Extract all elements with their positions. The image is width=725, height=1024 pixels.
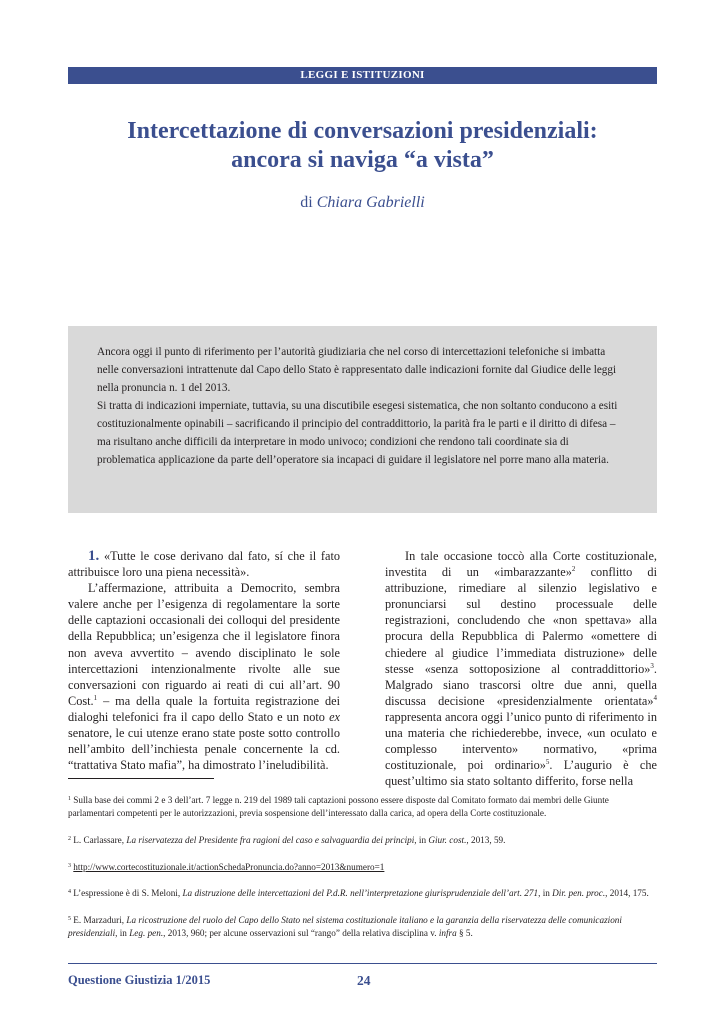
- footer-divider: [68, 963, 657, 964]
- footnote-1: [68, 794, 657, 820]
- footnote-2: [68, 834, 657, 847]
- epigraph-quote: «Tutte le cose derivano dal fato, sí che il fato attribuisce loro una piena necessità».: [68, 549, 341, 580]
- journal-issue: 1/2015: [175, 973, 211, 987]
- author-name: Chiara Gabrielli: [316, 194, 425, 211]
- page-number: 24: [357, 973, 371, 988]
- journal-title: Questione Giustizia: [68, 973, 173, 987]
- footnote-text: § 5.: [456, 928, 473, 939]
- body-paragraph-2: [68, 580, 340, 773]
- footnote-text: L’espressione è di S. Meloni,: [73, 888, 183, 899]
- footnote-text: , 2013, 59.: [466, 834, 506, 845]
- footnote-text: E. Marzaduri,: [73, 915, 127, 926]
- article-title-line-2: ancora si naviga “a vista”: [231, 147, 494, 173]
- abstract-paragraph-1: Ancora oggi il punto di riferimento per l’autorità giudiziaria che nel corso di intercettazioni telefoniche si imbatta nelle conversazioni intrattenute dal Capo dello Stato è rappresentato dalle indicazioni fornite dal Giudice delle leggi nella pronuncia n. 1 del 2013.: [97, 346, 617, 394]
- footnote-journal: Leg. pen.: [129, 928, 164, 939]
- footnote-divider: [68, 778, 214, 779]
- footnote-5: [68, 914, 657, 940]
- footnote-title: La riservatezza del Presidente fra ragioni del caso e salvaguardia dei principi: [126, 834, 415, 845]
- footnote-text: , in: [538, 888, 553, 899]
- footnote-ref-5[interactable]: 5: [545, 758, 550, 767]
- article-title-line-1: Intercettazione di conversazioni presidenziali:: [127, 118, 598, 144]
- body-text: L’affermazione, attribuita a Democrito, sembra valere anche per l’esigenza di regolamentare la sorte delle captazioni occasionali dei colloqui del presidente della Repubblica; un’esigenza che il legislatore finora non aveva avvertito – avendo disciplinato le sole intercettazioni intenzionalmente rivolte alle sue conversazioni con riguardo ai reati di cui all’art. 90 Cost.: [68, 581, 340, 708]
- footnote-ref-3[interactable]: 3: [650, 661, 654, 670]
- article-title: [68, 117, 657, 175]
- body-text-italic: ex: [329, 709, 340, 724]
- footnotes: [68, 794, 657, 954]
- section-label: LEGGI E ISTITUZIONI: [300, 69, 425, 81]
- section-header-bar: [68, 67, 657, 84]
- footnote-ref-4[interactable]: 4: [653, 693, 657, 702]
- footnote-text: , 2014, 175.: [605, 888, 649, 899]
- body-text: conflitto di attribuzione, rimediare al silenzio legislativo e pronunciarsi sul destino processuale delle registrazioni, concludendo che «non spettava» alla procura della Repubblica di Palermo «omettere di chiedere al giudice l’immediata distruzione» delle stesse «senza sottoposizione al contraddittorio»: [385, 565, 657, 676]
- body-text: . L’augurio è che quest’ultimo sia stato soltanto differito, forse nella: [385, 758, 657, 789]
- footnote-number: 2: [68, 835, 71, 842]
- footnote-title: La distruzione delle intercettazioni del P.d.R. nell’interpretazione giurisprudenziale dell’art. 271: [182, 888, 539, 899]
- journal-name: [68, 973, 210, 988]
- byline-prefix: di: [300, 194, 313, 211]
- body-text: In tale occasione toccò alla Corte costituzionale, investita di un «imbarazzante»: [385, 549, 657, 580]
- footnote-text: , 2013, 960; per alcune osservazioni sul “rango” della relativa disciplina v.: [163, 928, 439, 939]
- footnote-link[interactable]: http://www.cortecostituzionale.it/actionSchedaPronuncia.do?anno=2013&numero=1: [73, 861, 385, 872]
- page-footer: [68, 973, 657, 989]
- footnote-number: 1: [68, 796, 71, 802]
- footnote-text: L. Carlassare,: [73, 834, 127, 845]
- body-paragraph-3: [385, 548, 657, 789]
- body-paragraph-1: [68, 548, 340, 580]
- section-number: 1.: [88, 548, 100, 564]
- footnote-title: La ricostruzione del ruolo del Capo dello Stato nel sistema costituzionale italiano e la garanzia della riservatezza delle comunicazioni presidenziali: [68, 915, 622, 939]
- footnote-3: [68, 861, 657, 874]
- footnote-number: 3: [68, 862, 71, 869]
- body-text: – ma della quale la fortuita registrazione dei dialoghi telefonici fra il capo dello Stato e un noto: [68, 693, 340, 724]
- body-column-right: [385, 548, 657, 789]
- footnote-number: 5: [68, 916, 71, 923]
- footnote-text: Sulla base dei commi 2 e 3 dell’art. 7 legge n. 219 del 1989 tali captazioni possono essere disposte dal Comitato formato dai membri delle Giunte parlamentari competenti per le autorizzazioni, previa sospensione dell’interessato dalla carica, ad opera della Corte costituzionale.: [68, 795, 609, 819]
- footnote-text-italic: infra: [438, 928, 457, 939]
- body-text: . Malgrado siano trascorsi oltre due anni, quella discussa decisione «presidenzialmente orientata»: [385, 661, 657, 708]
- byline: [68, 194, 657, 212]
- footnote-journal: Giur. cost.: [428, 834, 467, 845]
- abstract-box: [68, 326, 657, 513]
- footnote-number: 4: [68, 889, 71, 896]
- footnote-text: , in: [115, 928, 130, 939]
- body-text: senatore, le cui utenze erano state poste sotto controllo nell’ambito dell’inchiesta penale concernente la cd. “trattativa Stato mafia”, ha dimostrato l’ineludibilità.: [68, 726, 340, 773]
- footnote-journal: Dir. pen. proc.: [552, 888, 606, 899]
- footnote-4: [68, 887, 657, 900]
- abstract-paragraph-2: Si tratta di indicazioni imperniate, tuttavia, su una discutibile esegesi sistematica, che non soltanto conducono a esiti costituzionalmente opinabili – sacrificando il principio del contraddittorio, la parità fra le parti e il diritto di difesa – ma risultano anche difficili da interpretare in modo univoco; condizioni che rendono tali coordinate sia di problematica applicazione da parte dell’operatore sia incapaci di guidare il legislatore nel porre mano alla materia.: [97, 400, 618, 466]
- body-text: rappresenta ancora oggi l’unico punto di riferimento in una materia che richiederebbe, invece, «un oculato e complesso intervento» normativo, «prima costituzionale, poi ordinario»: [385, 709, 657, 773]
- footnote-ref-2[interactable]: 2: [571, 565, 576, 574]
- footnote-ref-1[interactable]: 1: [93, 693, 98, 702]
- footnote-text: , in: [414, 834, 429, 845]
- body-column-left: [68, 548, 340, 773]
